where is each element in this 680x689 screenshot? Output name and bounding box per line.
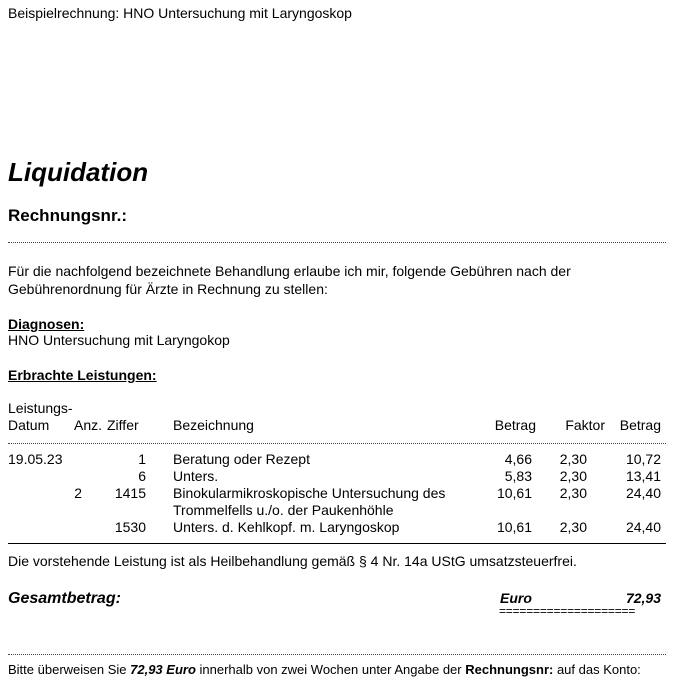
payment-text-part-3: auf das Konto: (553, 662, 641, 677)
document-header-title: Beispielrechnung: HNO Untersuchung mit Laryngoskop (8, 5, 352, 21)
cell-betrag: 10,61 (496, 485, 532, 501)
cell-faktor: 2,30 (559, 519, 587, 535)
cell-faktor: 2,30 (559, 485, 587, 501)
payment-text-part-2: innerhalb von zwei Wochen unter Angabe der (195, 662, 466, 677)
cell-datum: 19.05.23 (8, 451, 63, 467)
header-leistungs: Leistungs- (8, 400, 73, 416)
page-title: Liquidation (8, 157, 149, 187)
cell-ziffer: 1415 (114, 485, 146, 501)
services-label: Erbrachte Leistungen: (8, 367, 157, 383)
dotted-divider (8, 242, 666, 243)
payment-instruction (8, 662, 641, 677)
cell-summe: 10,72 (625, 451, 661, 467)
invoice-number-label: Rechnungsnr.: (8, 206, 128, 225)
cell-bezeichnung: Beratung oder Rezept (173, 451, 310, 467)
footer-divider (8, 654, 666, 655)
total-amount: 72,93 (625, 590, 661, 606)
diagnoses-label: Diagnosen: (8, 316, 85, 332)
table-header-divider (8, 443, 666, 444)
cell-bezeichnung-line-2: Trommelfells u./o. der Paukenhöhle (173, 502, 394, 518)
cell-summe: 24,40 (625, 485, 661, 501)
cell-bezeichnung: Unters. (173, 468, 219, 484)
cell-faktor: 2,30 (559, 468, 587, 484)
cell-bezeichnung: Binokularmikroskopische Untersuchung des (173, 485, 446, 501)
table-bottom-divider (8, 543, 666, 544)
cell-summe: 13,41 (625, 468, 661, 484)
header-anz: Anz. (74, 417, 103, 433)
total-label: Gesamtbetrag: (8, 590, 121, 607)
tax-exemption-note: Die vorstehende Leistung ist als Heilbehandlung gemäß § 4 Nr. 14a UStG umsatzsteuerfrei. (8, 553, 577, 569)
cell-faktor: 2,30 (559, 451, 587, 467)
header-betrag-total: Betrag (619, 417, 661, 433)
payment-amount: 72,93 Euro (130, 662, 196, 677)
total-currency: Euro (500, 590, 532, 606)
payment-text-part-1: Bitte überweisen Sie (8, 662, 131, 677)
intro-text-line-1: Für die nachfolgend bezeichnete Behandlung erlaube ich mir, folgende Gebühren nach der (8, 263, 571, 279)
header-betrag: Betrag (494, 417, 536, 433)
cell-betrag: 5,83 (504, 468, 532, 484)
cell-ziffer: 1530 (114, 519, 146, 535)
cell-ziffer: 6 (138, 468, 146, 484)
cell-betrag: 10,61 (496, 519, 532, 535)
cell-anz: 2 (74, 485, 82, 501)
header-bezeichnung: Bezeichnung (173, 417, 254, 433)
intro-text-line-2: Gebührenordnung für Ärzte in Rechnung zu stellen: (8, 281, 328, 297)
header-datum: Datum (8, 417, 50, 433)
payment-reference-label: Rechnungsnr: (465, 662, 554, 677)
total-double-underline: ==================== (499, 604, 636, 618)
cell-betrag: 4,66 (504, 451, 532, 467)
cell-bezeichnung: Unters. d. Kehlkopf. m. Laryngoskop (173, 519, 400, 535)
diagnoses-text: HNO Untersuchung mit Laryngokop (8, 332, 230, 348)
header-faktor: Faktor (565, 417, 605, 433)
header-ziffer: Ziffer (107, 417, 139, 433)
cell-summe: 24,40 (625, 519, 661, 535)
cell-ziffer: 1 (138, 451, 146, 467)
